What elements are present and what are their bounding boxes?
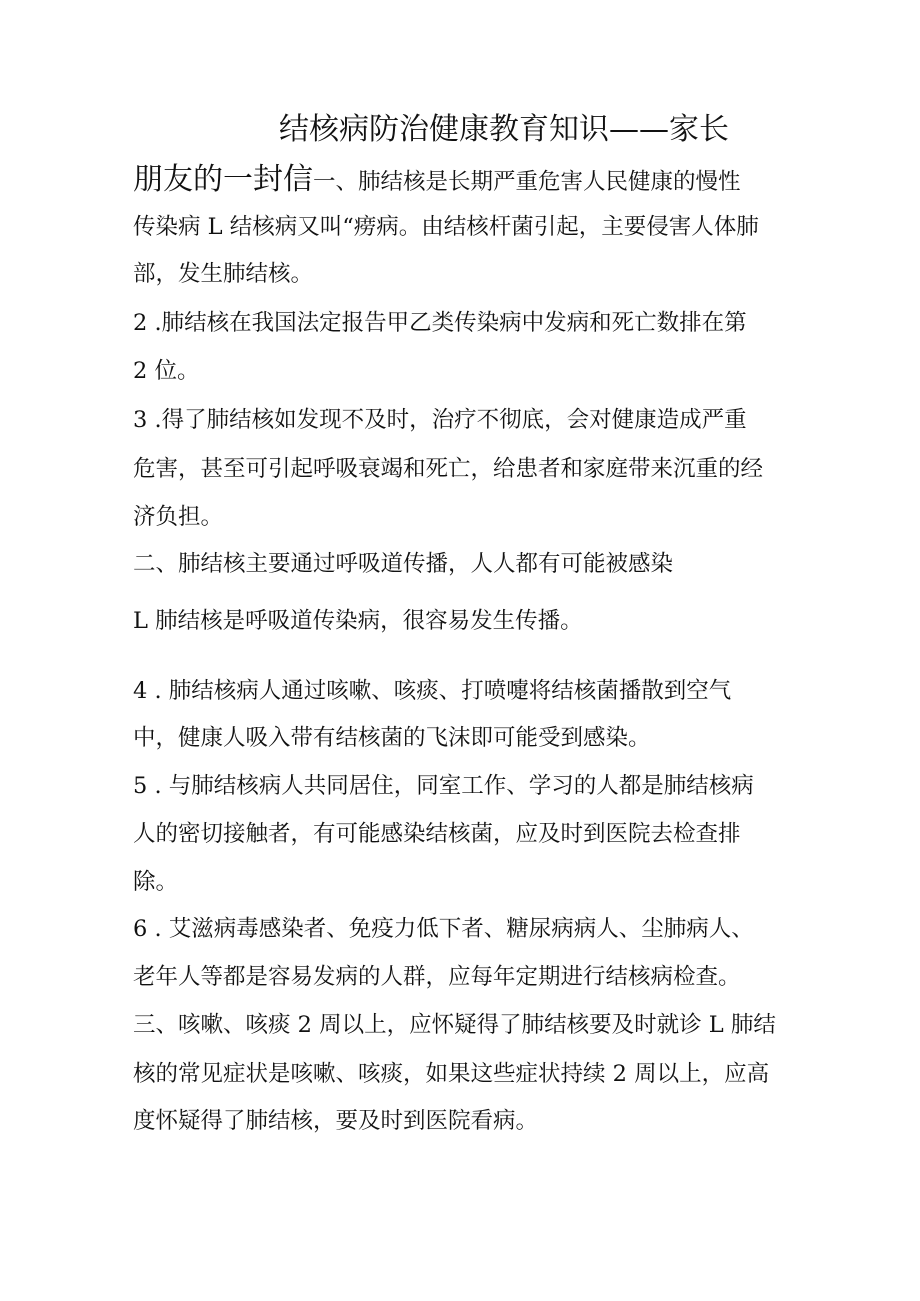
paragraph-line: 度怀疑得了肺结核，要及时到医院看病。 — [133, 1108, 539, 1134]
document-title-line-1: 结核病防治健康教育知识——家长 — [279, 112, 729, 147]
section-heading: 二、肺结核主要通过呼吸道传播，人人都有可能被感染 — [133, 551, 674, 577]
paragraph-line: 中，健康人吸入带有结核菌的飞沫即可能受到感染。 — [133, 725, 651, 751]
document-title-line-2-with-first-paragraph — [133, 161, 741, 203]
document-title-line-2: 朋友的一封信 — [133, 162, 313, 197]
paragraph-line: 除。 — [133, 869, 179, 895]
paragraph-line: 2 位。 — [133, 358, 200, 384]
paragraph-line: 6 . 艾滋病毒感染者、免疫力低下者、糖尿病病人、尘肺病人、 — [133, 916, 754, 942]
paragraph-line: 济负担。 — [133, 504, 224, 530]
section-heading: 三、咳嗽、咳痰 2 周以上，应怀疑得了肺结核要及时就诊 L 肺结 — [133, 1012, 776, 1038]
paragraph-line: 核的常见症状是咳嗽、咳痰，如果这些症状持续 2 周以上，应高 — [133, 1061, 770, 1087]
paragraph-line: 部，发生肺结核。 — [133, 261, 314, 287]
paragraph-line: 人的密切接触者，有可能感染结核菌，应及时到医院去检查排 — [133, 821, 741, 847]
paragraph-line: 4 . 肺结核病人通过咳嗽、咳痰、打喷嚏将结核菌播散到空气 — [133, 678, 732, 704]
paragraph-line: 2 .肺结核在我国法定报告甲乙类传染病中发病和死亡数排在第 — [133, 310, 747, 336]
paragraph-line: L 肺结核是呼吸道传染病，很容易发生传播。 — [133, 608, 583, 634]
paragraph-line: 老年人等都是容易发病的人群，应每年定期进行结核病检查。 — [133, 964, 741, 990]
paragraph-line: 危害，甚至可引起呼吸衰竭和死亡，给患者和家庭带来沉重的经 — [133, 456, 764, 482]
paragraph-line: 一、肺结核是长期严重危害人民健康的慢性 — [313, 169, 741, 195]
paragraph-line: 3 .得了肺结核如发现不及时，治疗不彻底，会对健康造成严重 — [133, 407, 747, 433]
paragraph-line: 5 . 与肺结核病人共同居住，同室工作、学习的人都是肺结核病 — [133, 773, 754, 799]
paragraph-line: 传染病 L 结核病又叫“痨病。由结核杆菌引起，主要侵害人体肺 — [133, 214, 759, 240]
